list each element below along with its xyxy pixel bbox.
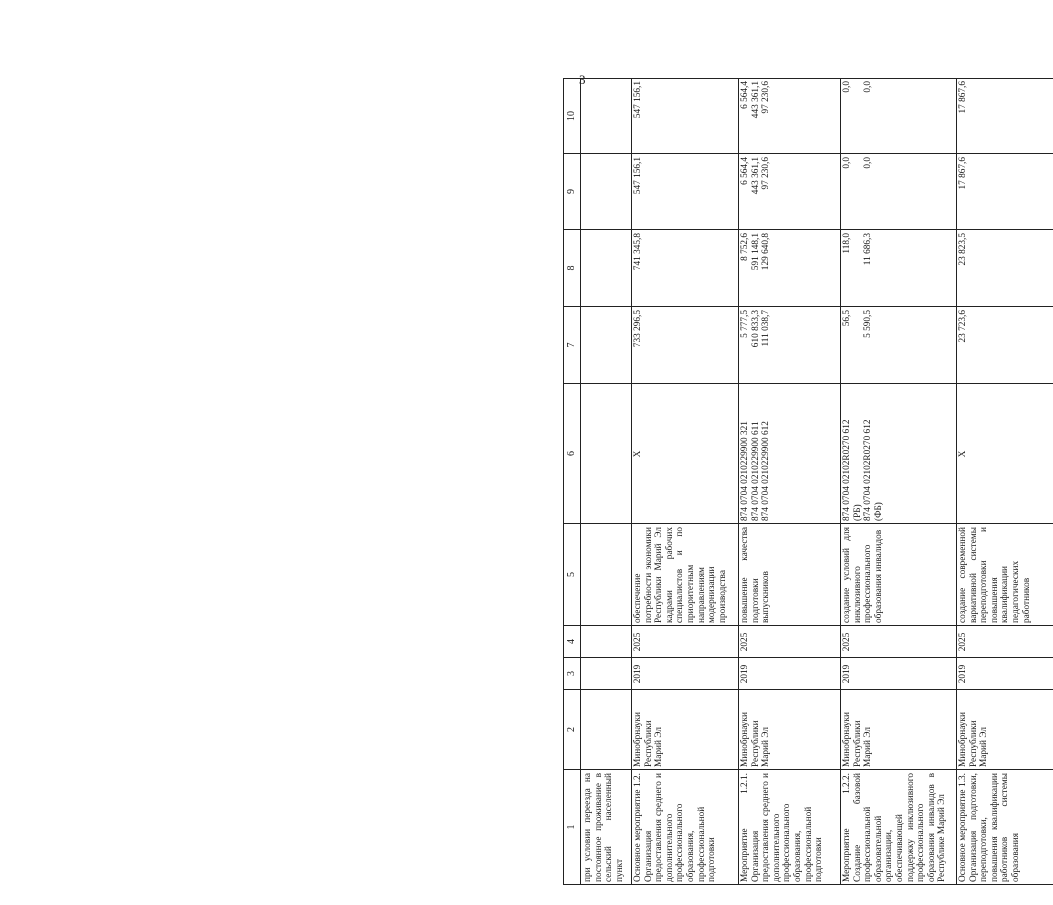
row3-col5: создание условий для инклюзивного профессионального образования инвалидов <box>842 527 884 623</box>
page-number: 3 <box>579 72 586 87</box>
row2-col9: 6 564,4 443 361,1 97 230,6 <box>740 157 772 195</box>
header-col-1: 1 <box>563 770 581 885</box>
row3-col3: 2019 <box>842 664 852 684</box>
table-row <box>840 78 956 885</box>
row2-col1: Мероприятие 1.2.1. Организация предоставления среднего и дополнительного профессионального образования, профессиональной подготовки <box>740 773 825 882</box>
row4-col9: 17 867,6 <box>958 157 968 190</box>
header-col-5: 5 <box>563 524 581 626</box>
row2-col8: 8 752,6 591 148,1 129 640,8 <box>740 233 772 271</box>
row1-col6: X <box>633 450 643 458</box>
row4-col7: 23 723,6 <box>958 310 968 343</box>
row2-col6: 874 0704 0210229900 321 874 0704 0210229900 611 874 0704 0210229900 612 <box>740 421 772 521</box>
row4-col5: создание современной вариативной системы переподготовки и повышения квалификации педагогических работников <box>958 527 1032 623</box>
row4-col6: X <box>958 450 968 458</box>
row4-col4: 2025 <box>958 632 968 652</box>
header-col-10: 10 <box>563 78 581 154</box>
row3-col2: Минобрнауки Республики Марий Эл <box>842 711 874 767</box>
row2-col4: 2025 <box>740 632 750 652</box>
row2-col2: Минобрнауки Республики Марий Эл <box>740 711 772 767</box>
rotated-table <box>563 78 1053 885</box>
header-col-6: 6 <box>563 384 581 524</box>
row3-col10: 0,0 0,0 <box>842 81 874 93</box>
row4-col10: 17 867,6 <box>958 81 968 114</box>
table-row <box>738 78 840 885</box>
header-col-3: 3 <box>563 658 581 690</box>
header-col-2: 2 <box>563 690 581 770</box>
row4-col8: 23 823,5 <box>958 233 968 266</box>
header-col-9: 9 <box>563 154 581 230</box>
row1-col5: обеспечение потребности экономики Республики Марий Эл кадрами рабочих специалистов и по приоритетным направлениям модернизации производства <box>633 527 728 623</box>
row3-col6: 874 0704 02102R0270 612 (РБ) 874 0704 02102R0270 612 (ФБ) <box>842 419 884 521</box>
row1-col8: 741 345,8 <box>633 233 643 271</box>
table-row <box>956 78 1053 885</box>
row2-col3: 2019 <box>740 664 750 684</box>
row1-col1: Основное мероприятие 1.2. Организация предоставления среднего и дополнительного профессионального образования, профессиональной подготовки <box>633 773 718 882</box>
row2-col10: 6 564,4 443 361,1 97 230,6 <box>740 81 772 119</box>
row3-col4: 2025 <box>842 632 852 652</box>
header-col-7: 7 <box>563 307 581 384</box>
row1-col10: 547 156,1 <box>633 81 643 119</box>
row4-col2: Минобрнауки Республики Марий Эл <box>958 711 990 767</box>
row4-col3: 2019 <box>958 664 968 684</box>
table-header-row <box>563 78 581 885</box>
row0-col1: при условии переезда на постоянное проживание в сельский населенный пункт <box>583 773 625 882</box>
row4-col1: Основное мероприятие 1.3. Организация подготовки, переподготовки, повышения квалификации работников системы образования <box>958 773 1021 882</box>
row1-col9: 547 156,1 <box>633 157 643 195</box>
table-row <box>581 78 631 885</box>
row3-col7: 56,5 5 590,5 <box>842 310 874 338</box>
table-row <box>631 78 738 885</box>
header-col-4: 4 <box>563 626 581 658</box>
row3-col9: 0,0 0,0 <box>842 157 874 169</box>
row1-col4: 2025 <box>633 632 643 652</box>
row3-col1: Мероприятие 1.2.2. Создание базовой профессиональной образовательной организации, обеспечивающей поддержку инклюзивного профессионального образования инвалидов в Республике Марий Эл <box>842 773 948 882</box>
header-col-8: 8 <box>563 230 581 307</box>
row3-col8: 118,0 11 686,3 <box>842 233 874 266</box>
row1-col2: Минобрнауки Республики Марий Эл <box>633 711 665 767</box>
row1-col3: 2019 <box>633 664 643 684</box>
row2-col7: 5 777,5 610 833,3 111 038,7 <box>740 310 772 348</box>
row1-col7: 733 296,5 <box>633 310 643 348</box>
row2-col5: повышение качества подготовки выпускников <box>740 527 772 623</box>
